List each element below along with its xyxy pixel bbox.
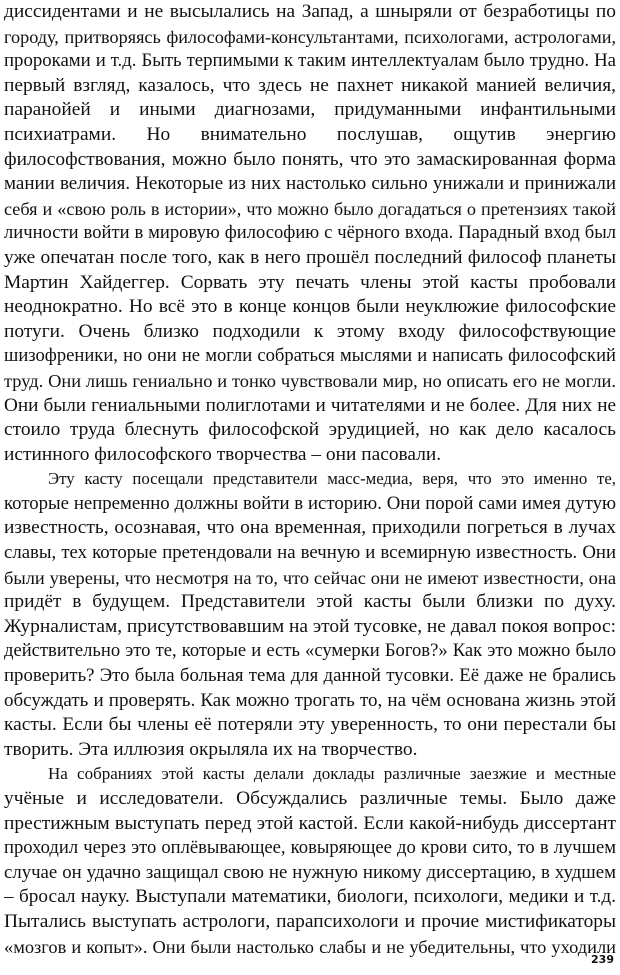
text-line: шизофреники, но они не могли собраться мыслями и написать философский xyxy=(4,345,616,367)
text-line: Эту касту посещали представители масс-медиа, веря, что это именно те, xyxy=(48,469,616,489)
text-line: – бросал науку. Выступали математики, биологи, психологи, медики и т.д. xyxy=(4,886,616,908)
text-line: были уверены, что несмотря на то, что сейчас они не имеют известности, она xyxy=(4,567,616,588)
text-line: неоднократно. Но всё это в конце концов были неуклюжие философские xyxy=(4,296,616,318)
text-line: известность, осознавая, что она временная, приходили погреться в лучах xyxy=(4,517,616,539)
text-line: «мозгов и копыт». Они были настолько слабы и не убедительны, что уходили xyxy=(4,936,616,957)
text-line: Мартин Хайдеггер. Сорвать эту печать члены этой касты пробовали xyxy=(4,271,616,293)
text-line: себя и «свою роль в истории», что можно было догадаться о претензиях такой xyxy=(4,198,616,219)
text-line: паранойей и иными диагнозами, придуманными инфантильными xyxy=(4,99,616,121)
text-line: придёт в будущем. Представители этой касты были близки по духу. xyxy=(4,591,616,613)
text-line: Журналистам, присутствовавшим на этой тусовке, не давал покоя вопрос: xyxy=(4,615,616,637)
text-line: На собраниях этой касты делали доклады различные заезжие и местные xyxy=(48,764,616,784)
text-line: диссидентами и не высылались на Запад, а шныряли от безработицы по xyxy=(4,1,616,22)
text-line: обсуждать и проверять. Как можно трогать то, на чём основана жизнь этой xyxy=(4,689,616,711)
text-line: психиатрами. Но внимательно послушав, ощутив энергию xyxy=(4,123,616,145)
text-line: случае он удачно защищал свою не нужную никому диссертацию, в худшем xyxy=(4,861,616,883)
text-line: учёные и исследователи. Обсуждались различные темы. Было даже xyxy=(4,788,616,809)
text-line: первый взгляд, казалось, что здесь не пахнет никакой манией величия, xyxy=(4,74,616,96)
page-number: 239 xyxy=(591,953,614,966)
text-line: проходил через это оплёвывающее, ковыряющее до крови сито, то в лучшем xyxy=(4,837,616,859)
text-line: пророками и т.д. Быть терпимыми к таким интеллектуалам было трудно. На xyxy=(4,50,616,72)
text-line: проверить? Это была больная тема для данной тусовки. Её даже не брались xyxy=(4,665,616,687)
text-line: стоило труда блеснуть философской эрудицией, но как дело касалось xyxy=(4,419,616,441)
text-line: мании величия. Некоторые из них настолько сильно унижали и принижали xyxy=(4,173,616,195)
text-line: потуги. Очень близко подходили к этому входу философствующие xyxy=(4,320,616,342)
text-line: которые непременно должны войти в историю. Они порой сами имея дутую xyxy=(4,492,616,514)
text-line: уже опечатан после того, как в него прошёл последний философ планеты xyxy=(4,246,616,268)
text-line: истинного философского творчества – они пасовали. xyxy=(4,443,442,465)
text-line: личности войти в мировую философию с чёрного входа. Парадный вход был xyxy=(4,222,616,244)
body-text xyxy=(4,0,616,959)
text-line: творить. Эта иллюзия окрыляла их на творчество. xyxy=(4,738,418,760)
text-line: престижным выступать перед этой кастой. Если какой-нибудь диссертант xyxy=(4,812,616,834)
text-line: Они были гениальными полиглотами и читателями и не более. Для них не xyxy=(4,394,616,416)
text-line: славы, тех которые претендовали на вечную и всемирную известность. Они xyxy=(4,542,616,564)
text-line: труд. Они лишь гениально и тонко чувствовали мир, но описать его не могли. xyxy=(4,370,616,391)
text-line: философствования, можно было понять, что это замаскированная форма xyxy=(4,148,616,170)
text-line: городу, притворяясь философами-консультантами, психологами, астрологами, xyxy=(4,26,616,47)
text-line: касты. Если бы члены её потеряли эту уверенность, то они перестали бы xyxy=(4,714,616,736)
text-line: Пытались выступать астрологи, парапсихологи и прочие мистификаторы xyxy=(4,910,616,932)
text-line: действительно это те, которые и есть «сумерки Богов?» Как это можно было xyxy=(4,640,616,662)
